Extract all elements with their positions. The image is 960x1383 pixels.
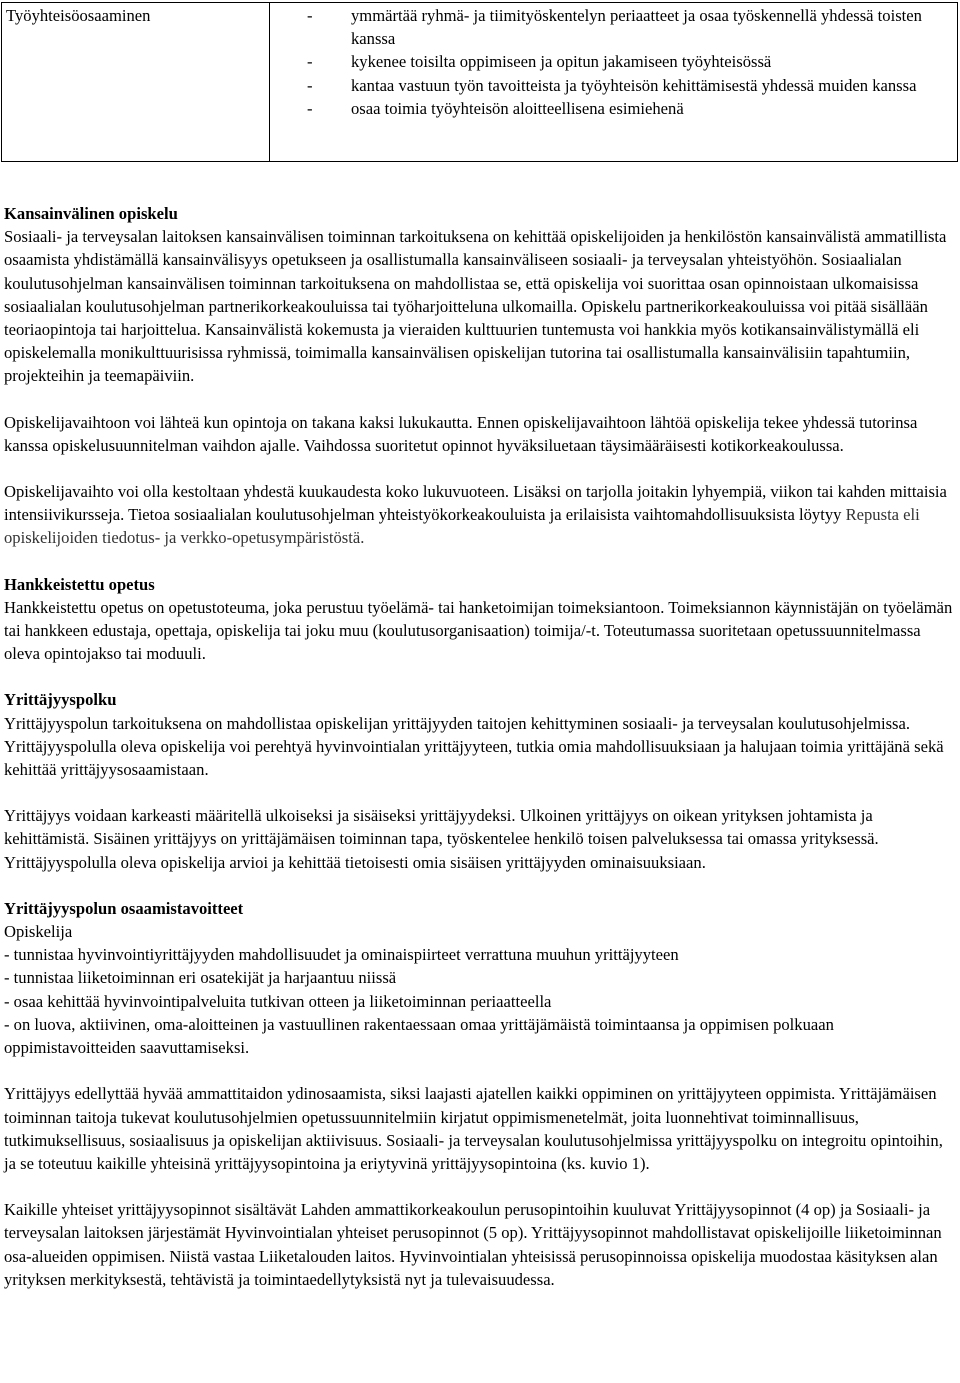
competence-list [307,4,957,120]
paragraph: Hankkeistettu opetus on opetustoteuma, joka perustuu työelämä- tai hanketoimijan toimeksiantoon. Toimeksiannon käynnistäjän on työelämän tai hankkeen edustaja, opettaja, opiskelija tai joku muu (koulutusorganisaation) toimija/-t. Toteutumassa suoritetaan opetussuunnitelmassa oleva opintojakso tai moduuli. [4,597,953,664]
paragraph: Kaikille yhteiset yrittäjyysopinnot sisältävät Lahden ammattikorkeakoulun perusopintoihin kuuluvat Yrittäjyysopinnot (4 op) ja Sosiaali- ja terveysalan laitoksen järjestämät Hyvinvointialan yhteiset perusopinnot (5 op). Yrittäjyysopinnot mahdollistavat opiskelijoille liiketoiminnan osa-alueiden oppimisen. Niistä vastaa Liiketalouden laitos. Hyvinvointialan yhteisissä perusopinnoissa opiskelija muodostaa käsityksen alan yrityksen merkityksestä, tehtävistä ja toimintaedellytyksistä nyt ja tulevaisuudessa. [4,1200,942,1289]
paragraph: Yrittäjyys voidaan karkeasti määritellä ulkoiseksi ja sisäiseksi yrittäjyydeksi. Ulkoinen yrittäjyys on oikean yrityksen johtamista ja kehittämistä. Sisäinen yrittäjyys on yrittäjämäisen toiminnan tapa, työskentelee henkilö toisen palveluksessa tai omassa yrityksessä. Yrittäjyyspolulla oleva opiskelija arvioi ja kehittää tietoisesti omia sisäisen yrittäjyyden ominaisuuksiaan. [4,806,879,872]
list-item: - kykenee toisilta oppimiseen ja opitun jakamiseen työyhteisössä [307,50,957,73]
section-entrepreneurship-types [4,804,956,874]
table-row [2,3,958,162]
section-goals [4,897,956,1059]
list-item: - osaa toimia työyhteisön aloitteellisena esimiehenä [307,97,957,120]
competence-list-cell [270,3,958,162]
section-goals-common-studies [4,1198,956,1291]
paragraph: Yrittäjyys edellyttää hyvää ammattitaidon ydinosaamista, siksi laajasti ajatellen kaikki oppiminen on yrittäjyyteen oppimista. Yrittäjämäisen toiminnan taitoja tukevat koulutusohjelmien opetussuunnitelmiin kirjatut oppimismenetelmät, joita luonnehtivat toiminnallisuus, tutkimuksellisuus, sosiaalisuus ja opiskelijan aktiivisuus. Sosiaali- ja terveysalan koulutusohjelmissa yrittäjyyspolku on integroitu opintoihin, ja se toteutuu kaikille yhteisinä yrittäjyysopintoina ja eriytyvinä yrittäjyysopintoina (ks. kuvio 1). [4,1084,943,1173]
section-international [4,202,956,388]
list-item: - tunnistaa liiketoiminnan eri osatekijät ja harjaantuu niissä [4,968,397,988]
list-item: - kantaa vastuun työn tavoitteista ja työyhteisön kehittämisestä yhdessä muiden kanssa [307,74,957,97]
paragraph: Yrittäjyyspolun tarkoituksena on mahdollistaa opiskelijan yrittäjyyden taitojen kehittyminen sosiaali- ja terveysalan koulutusohjelmissa. Yrittäjyyspolulla oleva opiskelija voi perehtyä hyvinvointialan yrittäjyyteen, tutkia omia mahdollisuuksiaan ja halujaan toimia yrittäjänä sekä kehittää yrittäjyysosaamistaan. [4,713,944,780]
competence-label: Työyhteisöosaaminen [6,6,151,25]
list-item: - tunnistaa hyvinvointiyrittäjyyden mahdollisuudet ja ominaispiirteet verrattuna muuhun yrittäjyyteen [4,945,679,965]
section-heading: Yrittäjyyspolku [4,690,117,710]
paragraph: Opiskelijavaihtoon voi lähteä kun opintoja on takana kaksi lukukautta. Ennen opiskelijavaihtoon lähtöä opiskelija tekee yhdessä tutorinsa kanssa opiskelusuunnitelman vaihdon ajalle. Vaihdossa suoritetut opinnot hyväksiluetaan täysimääräisesti kotikorkeakoulussa. [4,412,918,455]
competence-table [1,2,958,162]
competence-label-cell [2,3,270,162]
goals-subheading: Opiskelija [4,922,73,942]
section-project [4,573,956,666]
list-item: - osaa kehittää hyvinvointipalveluita tutkivan otteen ja liiketoiminnan periaatteella [4,991,552,1011]
section-goals-integration [4,1082,956,1175]
section-heading: Hankkeistettu opetus [4,574,155,594]
paragraph: Sosiaali- ja terveysalan laitoksen kansainvälisen toiminnan tarkoituksena on kehittää opiskelijoiden ja henkilöstön kansainvälistä ammatillista osaamista yhdistämällä kansainvälisyys opetukseen ja osallistumalla kansainväliseen sosiaali- ja terveysalan yhteistyöhön. Sosiaalialan koulutusohjelman kansainvälisen toiminnan tarkoituksena on mahdollistaa se, että opiskelija voi suorittaa osan opinnoistaan ulkomaisissa sosiaalialan koulutusohjelman partnerikorkeakouluissa tai työharjoitteluna ulkomailla. Opiskelu partnerikorkeakouluissa voi pitää sisällään teoriaopintoja tai harjoittelua. Kansainvälistä kokemusta ja vieraiden kulttuurien tuntemusta voi hankkia myös kotikansainvälistymällä eli opiskelemalla monikulttuurisissa ryhmissä, toimimalla kansainvälisen opiskelijan tutorina tai osallistumalla kansainvälisiin tapahtumiin, projekteihin ja teemapäiviin. [4,227,947,386]
section-heading: Kansainvälinen opiskelu [4,204,178,223]
section-heading: Yrittäjyyspolun osaamistavoitteet [4,898,244,918]
section-international-exchange [4,411,956,457]
document-body [4,202,956,1314]
paragraph-text: Opiskelijavaihto voi olla kestoltaan yhdestä kuukaudesta koko lukuvuoteen. Lisäksi on tarjolla joitakin lyhyempiä, viikon tai kahden mittaisia intensiivikursseja. Tietoa sosiaalialan koulutusohjelman yhteistyökorkeakouluista ja erilaisista vaihtomahdollisuuksista löytyy [4,482,947,525]
list-item: - on luova, aktiivinen, oma-aloitteinen ja vastuullinen rakentaessaan omaa yrittäjämäistä toimintaansa ja oppimisen polkuaan oppimistavoitteiden saavuttamiseksi. [4,1014,834,1058]
reppu-link[interactable]: Repusta eli opiskelijoiden tiedotus- ja verkko-opetusympäristöstä. [4,505,920,548]
section-entrepreneurship [4,688,956,781]
section-international-duration [4,480,956,550]
paragraph [4,480,956,550]
list-item: - ymmärtää ryhmä- ja tiimityöskentelyn periaatteet ja osaa työskennellä yhdessä toisten kanssa [307,4,957,50]
